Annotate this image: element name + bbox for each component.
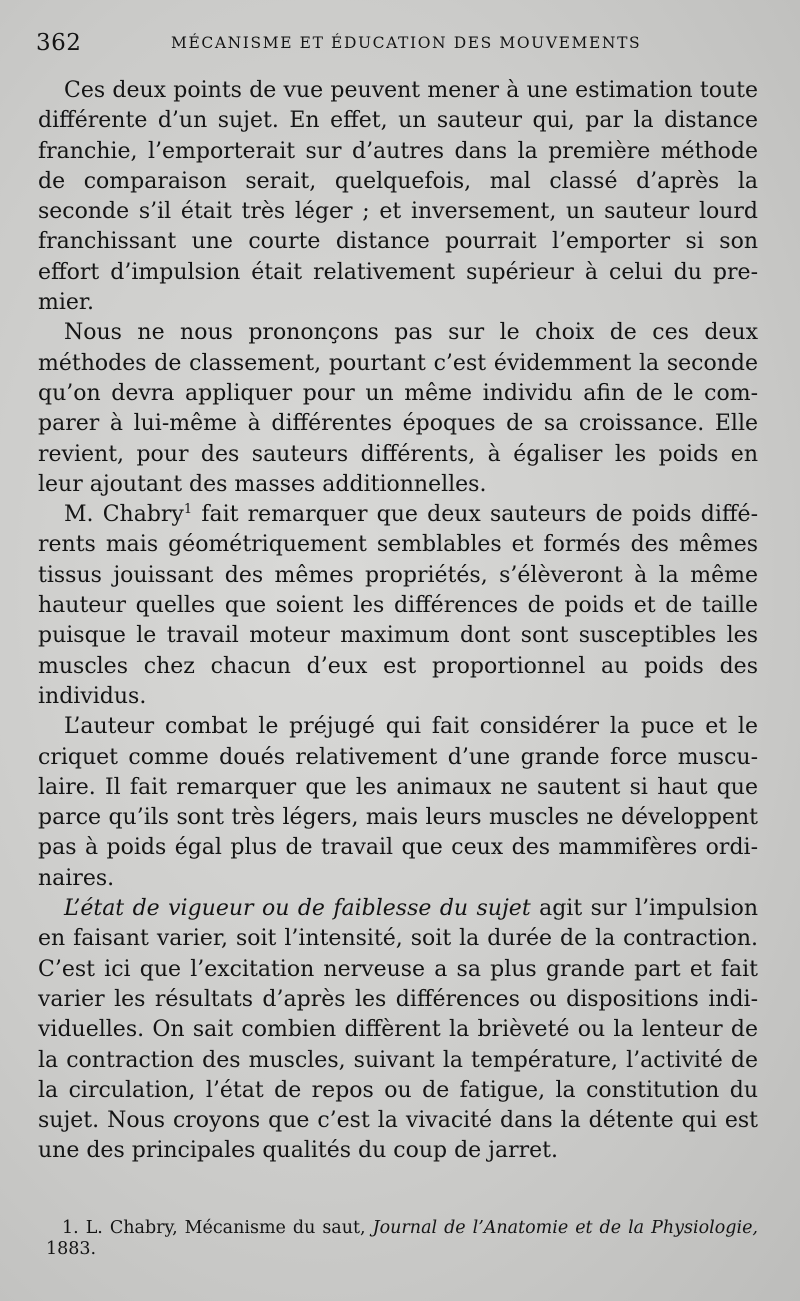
paragraph-5-rest: agit sur l’impulsion en faisant varier, soit l’intensité, soit la durée de la contraction. C’est ici que l’excitation nerveuse a sa plus grande part et fait varier les résultats d’après les différences ou dispositions individuelles. On sait combien diffèrent la brièveté ou la lenteur de la contraction des muscles, suivant la température, l’activité de la circulation, l’état de repos ou de fatigue, la constitution du sujet. Nous croyons que c’est la vivacité dans la détente qui est une des principales qualités du coup de jarret. xyxy=(38,896,758,1164)
footnote-number: 1. xyxy=(62,1218,79,1238)
paragraph-3 xyxy=(38,500,758,712)
footnote-reference: 1 xyxy=(183,502,193,518)
page-number: 362 xyxy=(36,30,82,56)
paragraph-4: L’auteur combat le préjugé qui fait considérer la puce et le criquet comme doués relativement d’une grande force musculaire. Il fait remarquer que les animaux ne sautent si haut que parce qu’ils sont très légers, mais leurs muscles ne développent pas à poids égal plus de travail que ceux des mammifères ordinaires. xyxy=(38,714,758,891)
paragraph-5 xyxy=(38,894,758,1167)
paragraph-1: Ces deux points de vue peuvent mener à une estimation toute différente d’un sujet. En effet, un sauteur qui, par la distance franchie, l’emporterait sur d’autres dans la première méthode de comparaison serait, quelquefois, mal classé d’après la seconde s’il était très léger ; et inversement, un sauteur lourd franchissant une courte distance pourrait l’emporter si son effort d’impulsion était relativement supérieur à celui du premier. xyxy=(38,78,758,316)
footnote-journal: Journal de l’Anatomie et de la Physiologie, xyxy=(372,1218,758,1238)
paragraph-3-lead: M. Chabry xyxy=(64,502,184,528)
body-text xyxy=(38,76,758,1167)
footnote-year: 1883. xyxy=(46,1239,97,1259)
paragraph-2: Nous ne nous prononçons pas sur le choix de ces deux méthodes de classement, pourtant c’est évidemment la seconde qu’on devra appliquer pour un même individu afin de le comparer à lui-même à différentes époques de sa croissance. Elle revient, pour des sauteurs différents, à égaliser les poids en leur ajoutant des masses additionnelles. xyxy=(38,320,758,497)
running-title: MÉCANISME ET ÉDUCATION DES MOUVEMENTS xyxy=(171,34,642,52)
paragraph-5-italic-lead: L’état de vigueur ou de faiblesse du sujet xyxy=(64,896,531,922)
footnote-author: L. Chabry, Mécanisme du saut, xyxy=(85,1218,366,1238)
paragraph-3-rest: fait remarquer que deux sauteurs de poids différents mais géométriquement semblables et formés des mêmes tissus jouissant des mêmes propriétés, s’élèveront à la même hauteur quelles que soient les différences de poids et de taille puisque le travail moteur maximum dont sont susceptibles les muscles chez chacun d’eux est proportionnel au poids des individus. xyxy=(38,502,758,709)
page-header xyxy=(36,30,764,60)
footnote xyxy=(46,1218,758,1260)
